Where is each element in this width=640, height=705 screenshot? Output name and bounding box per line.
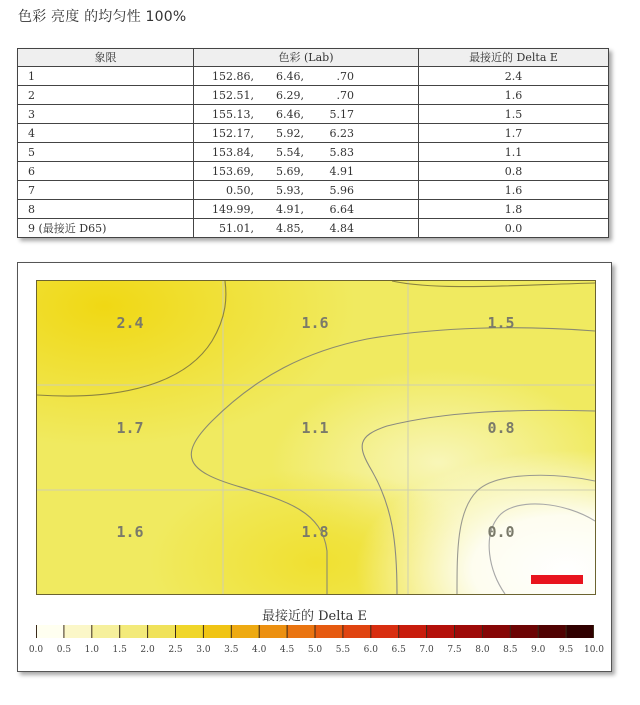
colorbar-tick-label: 5.0: [307, 645, 323, 655]
lab-cell: [194, 181, 419, 200]
cell-value-6: 0.8: [487, 419, 515, 437]
quadrant-cell: 5: [18, 143, 194, 162]
quadrant-cell: 3: [18, 105, 194, 124]
quadrant-cell: 9 (最接近 D65): [18, 219, 194, 238]
colorbar-tick-label: 6.0: [363, 645, 378, 655]
delta-e-cell: 0.0: [419, 219, 609, 238]
colorbar: [36, 625, 594, 638]
delta-e-cell: 1.1: [419, 143, 609, 162]
quadrant-cell: 2: [18, 86, 194, 105]
colorbar-tick-label: 4.5: [279, 645, 295, 655]
colorbar-tick-label: 9.0: [531, 645, 546, 655]
delta-e-cell: 1.7: [419, 124, 609, 143]
colorbar-tick-label: 8.5: [503, 645, 518, 655]
delta-e-cell: 0.8: [419, 162, 609, 181]
lab-a: 5.54,: [276, 145, 304, 159]
lab-a: 4.91,: [276, 202, 304, 216]
colorbar-tick-label: 5.5: [335, 645, 351, 655]
table-row: [18, 162, 609, 181]
table-header-row: [18, 49, 609, 67]
lab-b: .70: [336, 69, 354, 83]
lab-cell: [194, 124, 419, 143]
cell-value-5: 1.1: [301, 419, 329, 437]
cell-value-8: 1.8: [301, 523, 329, 541]
lab-l: 155.13,: [212, 107, 254, 121]
lab-a: 5.92,: [276, 126, 304, 140]
cell-value-9: 0.0: [487, 523, 515, 541]
table-row: [18, 86, 609, 105]
lab-cell: [194, 67, 419, 86]
lab-b: .70: [336, 88, 354, 102]
lab-b: 5.96: [329, 183, 354, 197]
lab-a: 6.29,: [276, 88, 304, 102]
table-row: [18, 143, 609, 162]
colorbar-tick-label: 0.0: [28, 645, 44, 655]
header-quadrant: 象限: [18, 49, 194, 67]
colorbar-tick-label: 8.0: [475, 645, 490, 655]
colorbar-tick-label: 1.5: [112, 645, 127, 655]
quadrant-cell: 4: [18, 124, 194, 143]
heatmap-plot: [36, 280, 596, 595]
delta-e-cell: 1.6: [419, 181, 609, 200]
lab-a: 5.93,: [276, 183, 304, 197]
table-row: [18, 219, 609, 238]
delta-e-cell: 1.6: [419, 86, 609, 105]
lab-cell: [194, 200, 419, 219]
colorbar-tick-label: 7.5: [447, 645, 462, 655]
colorbar-tick-label: 6.5: [391, 645, 406, 655]
cell-value-2: 1.6: [301, 314, 329, 332]
lab-l: 0.50,: [226, 183, 254, 197]
lab-values-table: [17, 48, 609, 238]
table-row: [18, 181, 609, 200]
lab-l: 152.86,: [212, 69, 254, 83]
colorbar-tick-label: 7.0: [419, 645, 434, 655]
page-title: 色彩 亮度 的均匀性 100%: [18, 9, 187, 25]
table-row: [18, 200, 609, 219]
lab-a: 5.69,: [276, 164, 304, 178]
colorbar-tick-label: 3.0: [196, 645, 211, 655]
lab-b: 6.23: [329, 126, 354, 140]
lab-a: 4.85,: [276, 221, 304, 235]
header-lab: 色彩 (Lab): [194, 49, 419, 67]
lab-cell: [194, 219, 419, 238]
delta-e-cell: 1.5: [419, 105, 609, 124]
quadrant-cell: 1: [18, 67, 194, 86]
cell-value-7: 1.6: [116, 523, 144, 541]
lab-l: 149.99,: [212, 202, 254, 216]
reference-marker: [531, 575, 583, 584]
cell-value-4: 1.7: [116, 419, 144, 437]
lab-cell: [194, 162, 419, 181]
table-row: [18, 124, 609, 143]
quadrant-cell: 7: [18, 181, 194, 200]
colorbar-title: 最接近的 Delta E: [261, 609, 367, 624]
delta-e-cell: 1.8: [419, 200, 609, 219]
colorbar-tick-label: 2.5: [168, 645, 183, 655]
cell-value-3: 1.5: [487, 314, 515, 332]
colorbar-tick-label: 1.0: [84, 645, 99, 655]
colorbar-tick-label: 9.5: [558, 645, 574, 655]
lab-l: 153.84,: [212, 145, 254, 159]
lab-b: 4.84: [329, 221, 354, 235]
header-delta-e: 最接近的 Delta E: [419, 49, 609, 67]
quadrant-cell: 6: [18, 162, 194, 181]
lab-b: 5.17: [329, 107, 354, 121]
quadrant-cell: 8: [18, 200, 194, 219]
table-row: [18, 105, 609, 124]
lab-b: 5.83: [329, 145, 354, 159]
colorbar-tick-label: 0.5: [56, 645, 72, 655]
delta-e-cell: 2.4: [419, 67, 609, 86]
lab-cell: [194, 86, 419, 105]
lab-cell: [194, 143, 419, 162]
lab-cell: [194, 105, 419, 124]
colorbar-tick-label: 4.0: [252, 645, 267, 655]
colorbar-tick-label: 10.0: [583, 645, 605, 655]
colorbar-tick-label: 3.5: [224, 645, 239, 655]
lab-a: 6.46,: [276, 107, 304, 121]
lab-l: 51.01,: [219, 221, 254, 235]
lab-b: 6.64: [329, 202, 354, 216]
uniformity-chart-panel: [17, 262, 612, 672]
lab-l: 152.17,: [212, 126, 254, 140]
lab-a: 6.46,: [276, 69, 304, 83]
cell-value-1: 2.4: [116, 314, 144, 332]
lab-l: 153.69,: [212, 164, 254, 178]
table-row: [18, 67, 609, 86]
lab-b: 4.91: [329, 164, 354, 178]
lab-l: 152.51,: [212, 88, 254, 102]
colorbar-tick-label: 2.0: [140, 645, 155, 655]
colorbar-ticks: [28, 645, 605, 657]
